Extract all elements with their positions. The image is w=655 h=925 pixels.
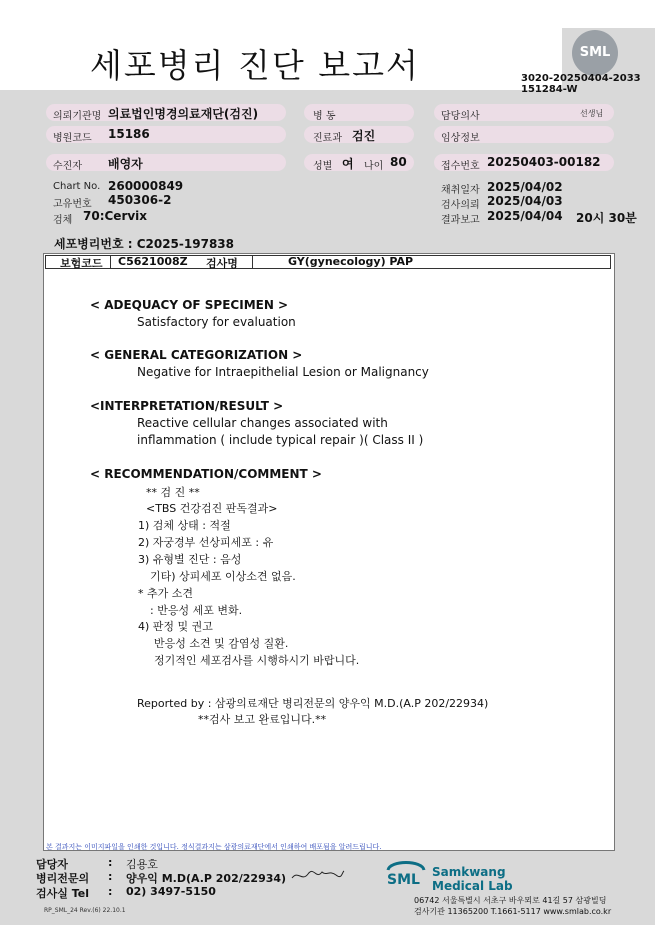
clinical-label: 임상정보 [441, 133, 480, 144]
colon: : [108, 870, 113, 883]
adequacy-heading: < ADEQUACY OF SPECIMEN > [90, 298, 289, 312]
sex-value: 여 [342, 157, 354, 171]
interpretation-line-2: inflammation ( include typical repair )( Class II ) [137, 433, 424, 447]
request-date-value: 2025/04/03 [487, 194, 563, 208]
report-title: 세포병리 진단 보고서 [90, 46, 420, 85]
exam-code-row [45, 255, 611, 269]
interpretation-line-1: Reactive cellular changes associated with [137, 416, 388, 430]
comment-line: : 반응성 세포 변화. [150, 604, 243, 617]
collect-date-value: 2025/04/02 [487, 180, 563, 194]
logo-name-2: Medical Lab [432, 879, 513, 893]
collect-date-label: 채취일자 [441, 185, 480, 196]
report-paper [43, 253, 615, 851]
result-date-value: 2025/04/04 [487, 209, 563, 223]
recommendation-heading: < RECOMMENDATION/COMMENT > [90, 467, 322, 481]
general-text: Negative for Intraepithelial Lesion or Malignancy [137, 365, 429, 379]
lab-address: 06742 서울특별시 서초구 바우뫼로 41길 57 삼광빌딩 [414, 896, 607, 905]
chart-no-value: 260000849 [108, 179, 184, 193]
pathology-number: 세포병리번호 : C2025-197838 [54, 237, 234, 251]
comment-line: * 추가 소견 [138, 587, 193, 600]
exam-name-label: 검사명 [206, 257, 238, 270]
doc-id-line-1: 3020-20250404-2033 [521, 73, 641, 84]
logo-name-1: Samkwang [432, 865, 506, 879]
sex-label: 성별 [313, 161, 333, 172]
exam-name-value: GY(gynecology) PAP [288, 255, 414, 268]
comment-line: <TBS 건강검진 판독결과> [146, 502, 278, 515]
comment-line: 기타) 상피세포 이상소견 없음. [150, 570, 296, 583]
form-code: RP_SML_24 Rev.(6) 22.10.1 [44, 907, 126, 914]
signature-image [290, 866, 345, 886]
row-divider [252, 256, 253, 268]
doc-id-line-2: 151284-W [521, 84, 578, 95]
manager-label: 담당자 [36, 858, 68, 871]
chart-no-label: Chart No. [53, 181, 101, 192]
row-divider [110, 256, 111, 268]
lab-tel-label: 검사실 Tel [36, 887, 89, 900]
insurance-code-value: C5621008Z [118, 255, 188, 268]
ward-label: 병 동 [313, 111, 336, 122]
colon: : [108, 885, 113, 898]
general-heading: < GENERAL CATEGORIZATION > [90, 348, 303, 362]
doctor-value: 선생님 [580, 109, 604, 118]
logo-mark-text: SML [387, 872, 420, 888]
adequacy-text: Satisfactory for evaluation [137, 315, 296, 329]
comment-line: 1) 검체 상태 : 적절 [138, 519, 231, 532]
unique-no-label: 고유번호 [53, 199, 92, 210]
examinee-label: 수진자 [53, 161, 82, 172]
specimen-label: 검체 [53, 215, 73, 226]
completion-note: **검사 보고 완료입니다.** [198, 713, 327, 726]
result-date-label: 결과보고 [441, 215, 480, 226]
hospital-code-label: 병원코드 [53, 133, 92, 144]
pathologist-value: 양우익 M.D(A.P 202/22934) [126, 872, 287, 885]
hospital-code-value: 15186 [108, 127, 150, 141]
pathologist-label: 병리전문의 [36, 872, 90, 885]
lab-tel-value: 02) 3497-5150 [126, 885, 216, 898]
comment-line: 2) 자궁경부 선상피세포 : 유 [138, 536, 274, 549]
manager-value: 김용호 [126, 858, 158, 871]
unique-no-value: 450306-2 [108, 193, 172, 207]
receipt-value: 20250403-00182 [487, 155, 601, 169]
request-date-label: 검사의뢰 [441, 200, 480, 211]
doctor-label: 담당의사 [441, 111, 480, 122]
result-time-value: 20시 30분 [576, 211, 637, 225]
interpretation-heading: <INTERPRETATION/RESULT > [90, 399, 284, 413]
age-value: 80 [390, 155, 407, 169]
colon: : [108, 856, 113, 869]
insurance-code-label: 보험코드 [60, 257, 103, 270]
receipt-label: 접수번호 [441, 161, 480, 172]
comment-line: 3) 유형별 진단 : 음성 [138, 553, 242, 566]
sml-badge-logo: SML [572, 30, 618, 76]
institution-label: 의뢰기관명 [53, 111, 102, 122]
comment-line: 반응성 소견 및 감염성 질환. [154, 637, 289, 650]
dept-value: 검진 [352, 129, 376, 143]
examinee-value: 배영자 [108, 157, 143, 171]
notice-text: 본 결과지는 이미지파일을 인쇄한 것입니다. 정식결과지는 삼광의료재단에서 인쇄하여 배포됨을 알려드립니다. [46, 843, 382, 851]
comment-line: 정기적인 세포검사를 시행하시기 바랍니다. [154, 654, 360, 667]
age-label: 나이 [364, 161, 384, 172]
reported-by: Reported by : 삼광의료재단 병리전문의 양우익 M.D.(A.P 202/22934) [137, 697, 489, 710]
examinee-field [46, 154, 286, 171]
institution-value: 의료법인명경의료재단(검진) [108, 107, 259, 121]
specimen-value: 70:Cervix [83, 209, 148, 223]
lab-license: 검사기관 11365200 T.1661-5117 www.smlab.co.kr [414, 907, 612, 916]
sml-logo-icon [384, 858, 428, 888]
dept-label: 진료과 [313, 133, 342, 144]
comment-line: ** 검 진 ** [146, 486, 200, 499]
comment-line: 4) 판정 및 권고 [138, 620, 213, 633]
